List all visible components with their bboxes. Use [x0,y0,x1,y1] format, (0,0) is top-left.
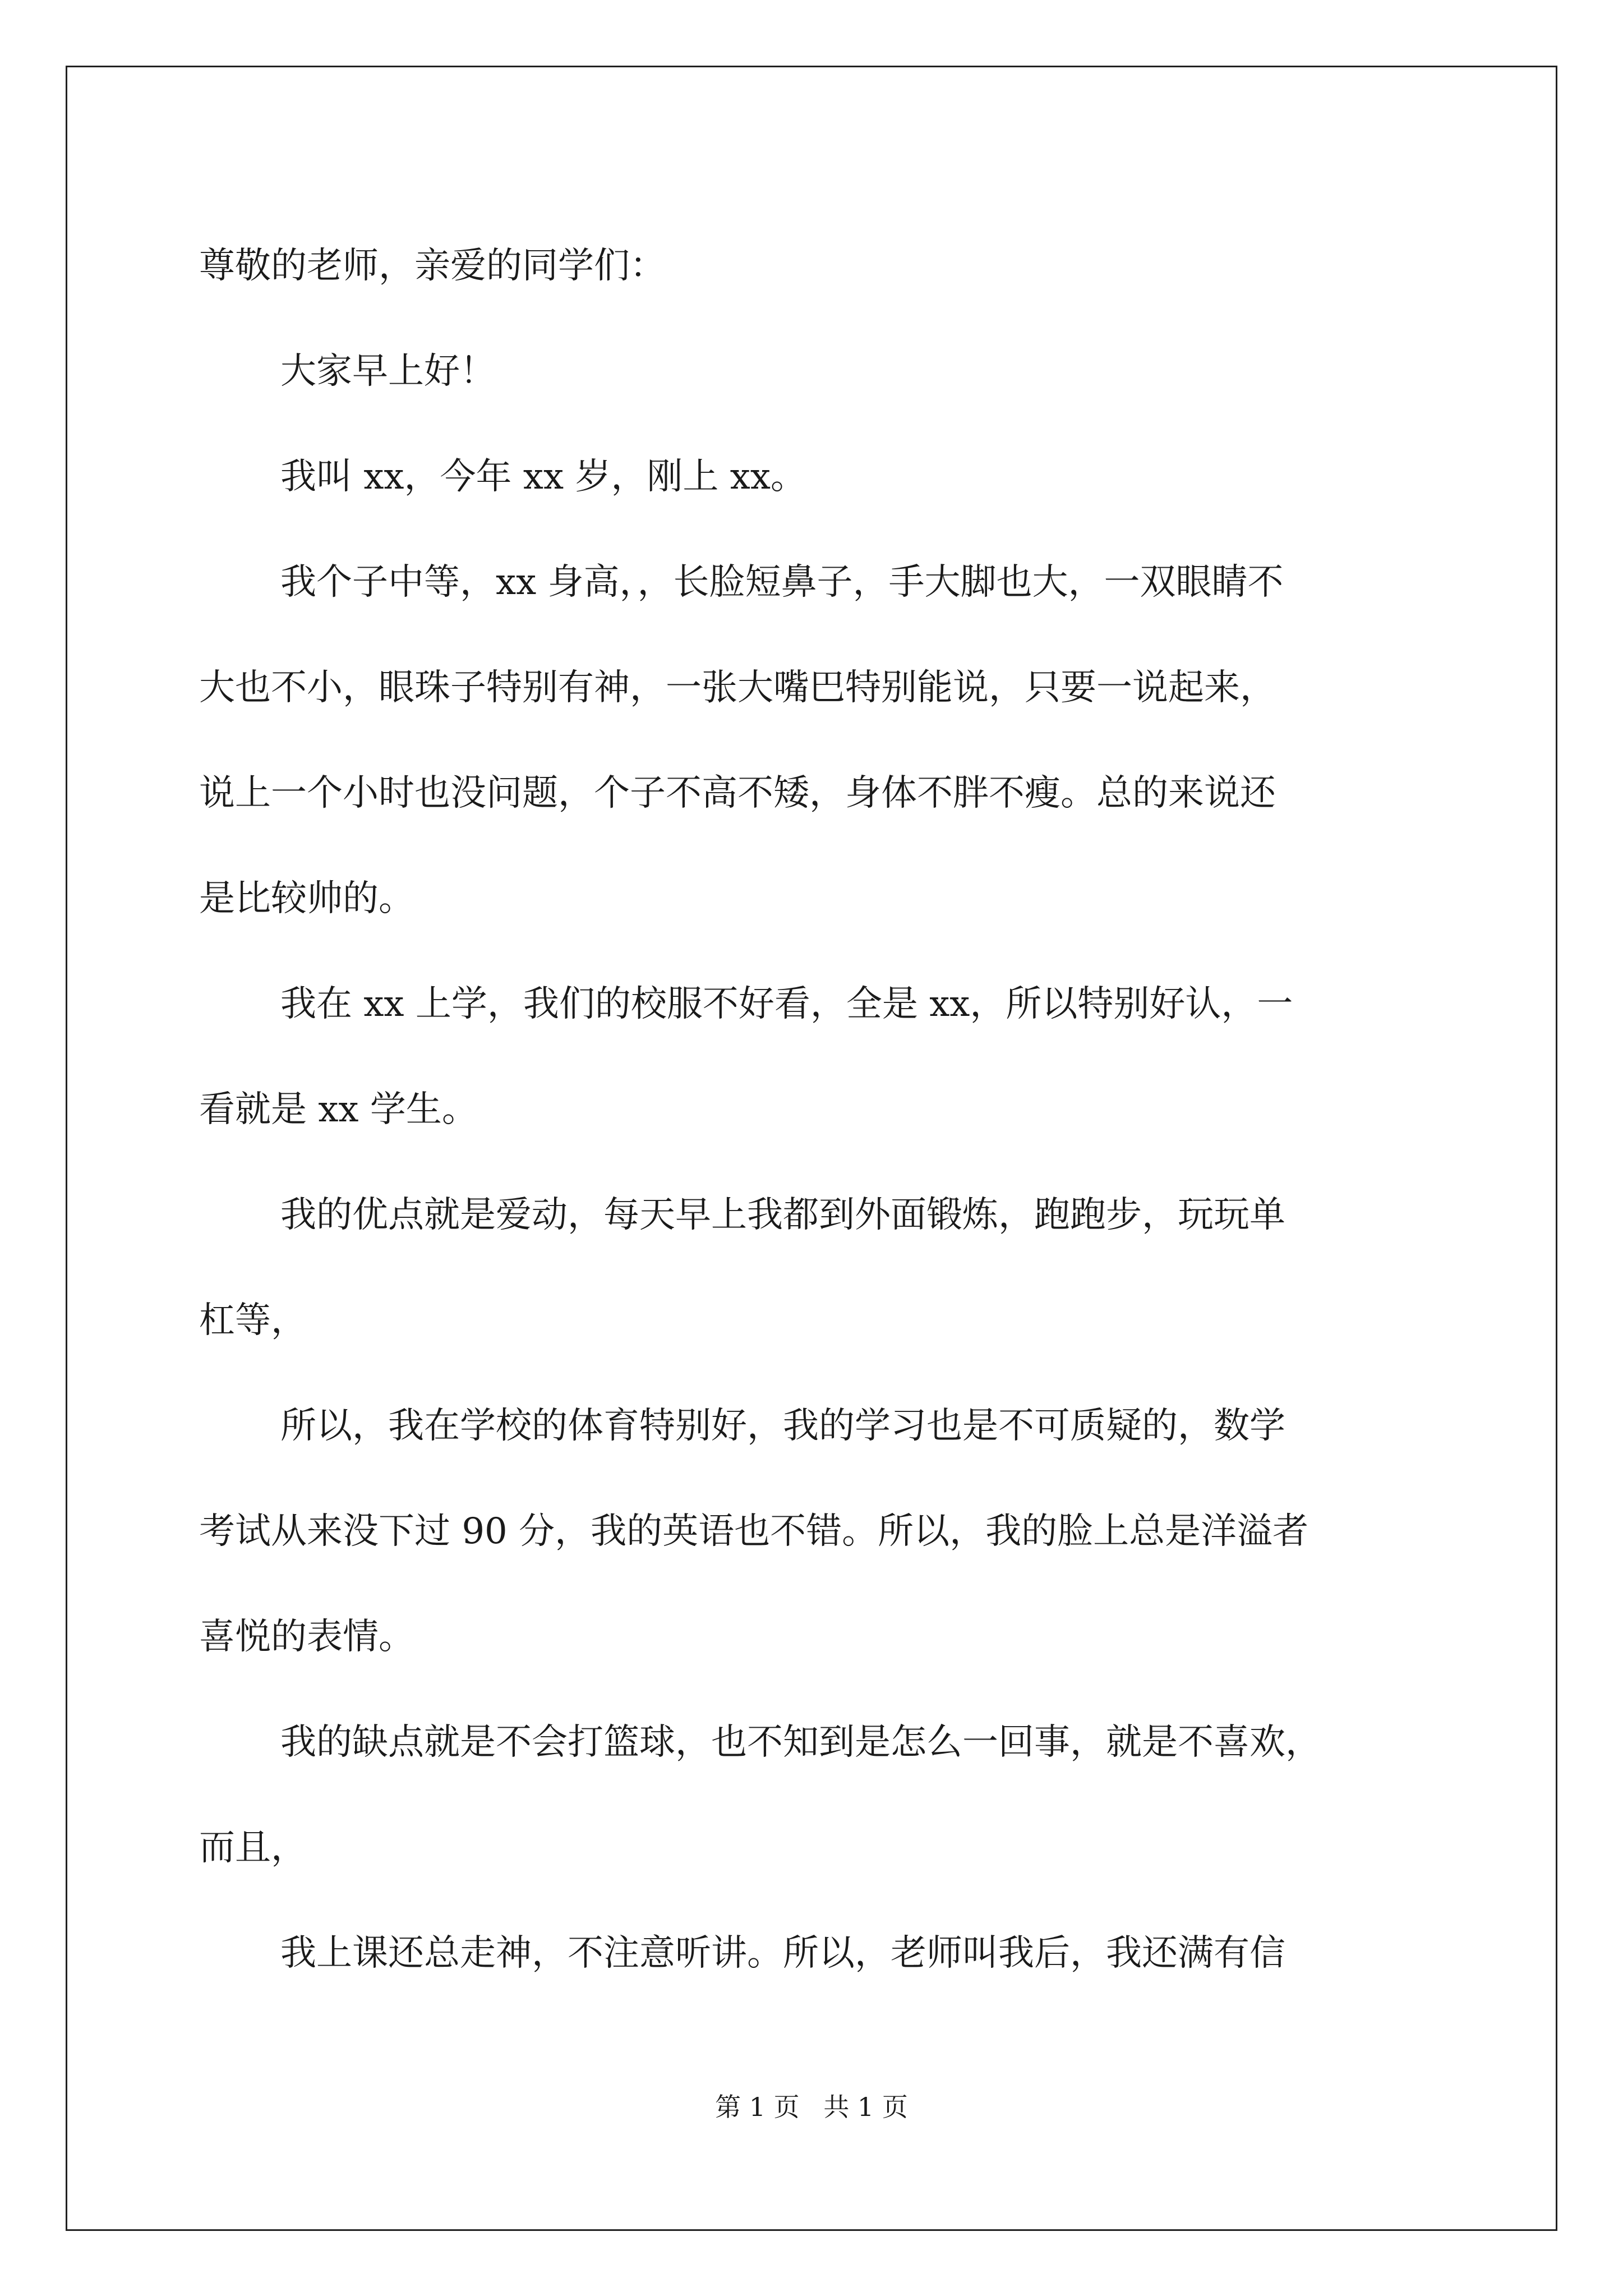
paragraph-line: 大也不小，眼珠子特别有神，一张大嘴巴特别能说，只要一说起来， [199,667,1276,708]
paragraph-line: 我的缺点就是不会打篮球，也不知到是怎么一回事，就是不喜欢， [280,1722,1321,1763]
paragraph-line: 所以，我在学校的体育特别好，我的学习也是不可质疑的，数学 [280,1405,1285,1447]
salutation-line: 尊敬的老师，亲爱的同学们： [199,245,666,287]
page-footer [0,2087,1623,2124]
paragraph-line: 我上课还总走神，不注意听讲。所以，老师叫我后，我还满有信 [280,1932,1285,1974]
paragraph-line: 我的优点就是爱动，每天早上我都到外面锻炼，跑跑步，玩玩单 [280,1194,1285,1236]
paragraph-line: 说上一个小时也没问题，个子不高不矮，身体不胖不瘦。总的来说还 [199,772,1276,814]
paragraph-line: 看就是 xx 学生。 [199,1089,478,1130]
page-number: 第 1 页 [715,2092,800,2122]
total-pages: 共 1 页 [823,2092,908,2122]
paragraph-line: 而且， [199,1827,307,1869]
paragraph-line: 喜悦的表情。 [199,1616,414,1658]
paragraph-line: 杠等， [199,1300,307,1341]
paragraph-line: 我在 xx 上学，我们的校服不好看，全是 xx，所以特别好认，一 [280,983,1293,1025]
paragraph-line: 是比较帅的。 [199,878,414,919]
document-body [199,213,1433,2006]
paragraph-line: 我个子中等，xx 身高，，长脸短鼻子，手大脚也大，一双眼睛不 [280,562,1284,603]
paragraph-line: 考试从来没下过 90 分，我的英语也不错。所以，我的脸上总是洋溢者 [199,1511,1309,1552]
paragraph-line: 我叫 xx，今年 xx 岁，刚上 xx。 [280,456,806,498]
greeting-line: 大家早上好！ [280,351,496,392]
